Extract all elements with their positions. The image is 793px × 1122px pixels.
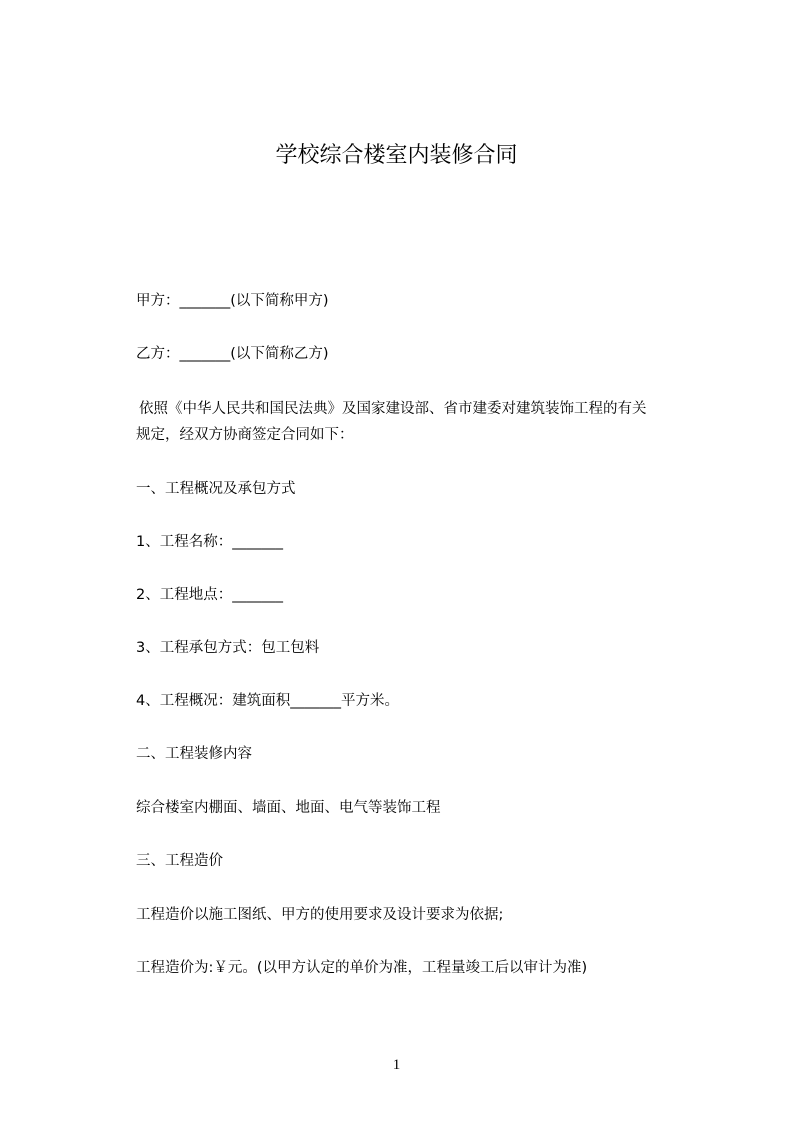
project-overview-line: 4、工程概况：建筑面积_______平方米。 [136,693,399,709]
section-heading-1: 一、工程概况及承包方式 [136,481,296,497]
page-number: 1 [392,1057,401,1073]
section-heading-2: 二、工程装修内容 [136,746,252,762]
preamble-line-1: 依照《中华人民共和国民法典》及国家建设部、省市建委对建筑装饰工程的有关 [139,401,647,417]
document-title: 学校综合楼室内装修合同 [275,143,518,168]
party-b-line: 乙方：_______(以下简称乙方) [136,346,329,362]
cost-basis-line: 工程造价以施工图纸、甲方的使用要求及设计要求为依据; [136,907,504,923]
cost-amount-line: 工程造价为:￥元。(以甲方认定的单价为准，工程量竣工后以审计为准) [136,960,588,976]
contract-method-line: 3、工程承包方式：包工包料 [136,640,320,656]
party-a-line: 甲方：_______(以下简称甲方) [136,293,329,309]
project-name-line: 1、工程名称：_______ [136,534,283,550]
section-heading-3: 三、工程造价 [136,853,223,869]
decoration-content-line: 综合楼室内棚面、墙面、地面、电气等装饰工程 [136,800,441,816]
project-location-line: 2、工程地点：_______ [136,587,283,603]
preamble-line-2: 规定，经双方协商签定合同如下： [136,427,354,443]
